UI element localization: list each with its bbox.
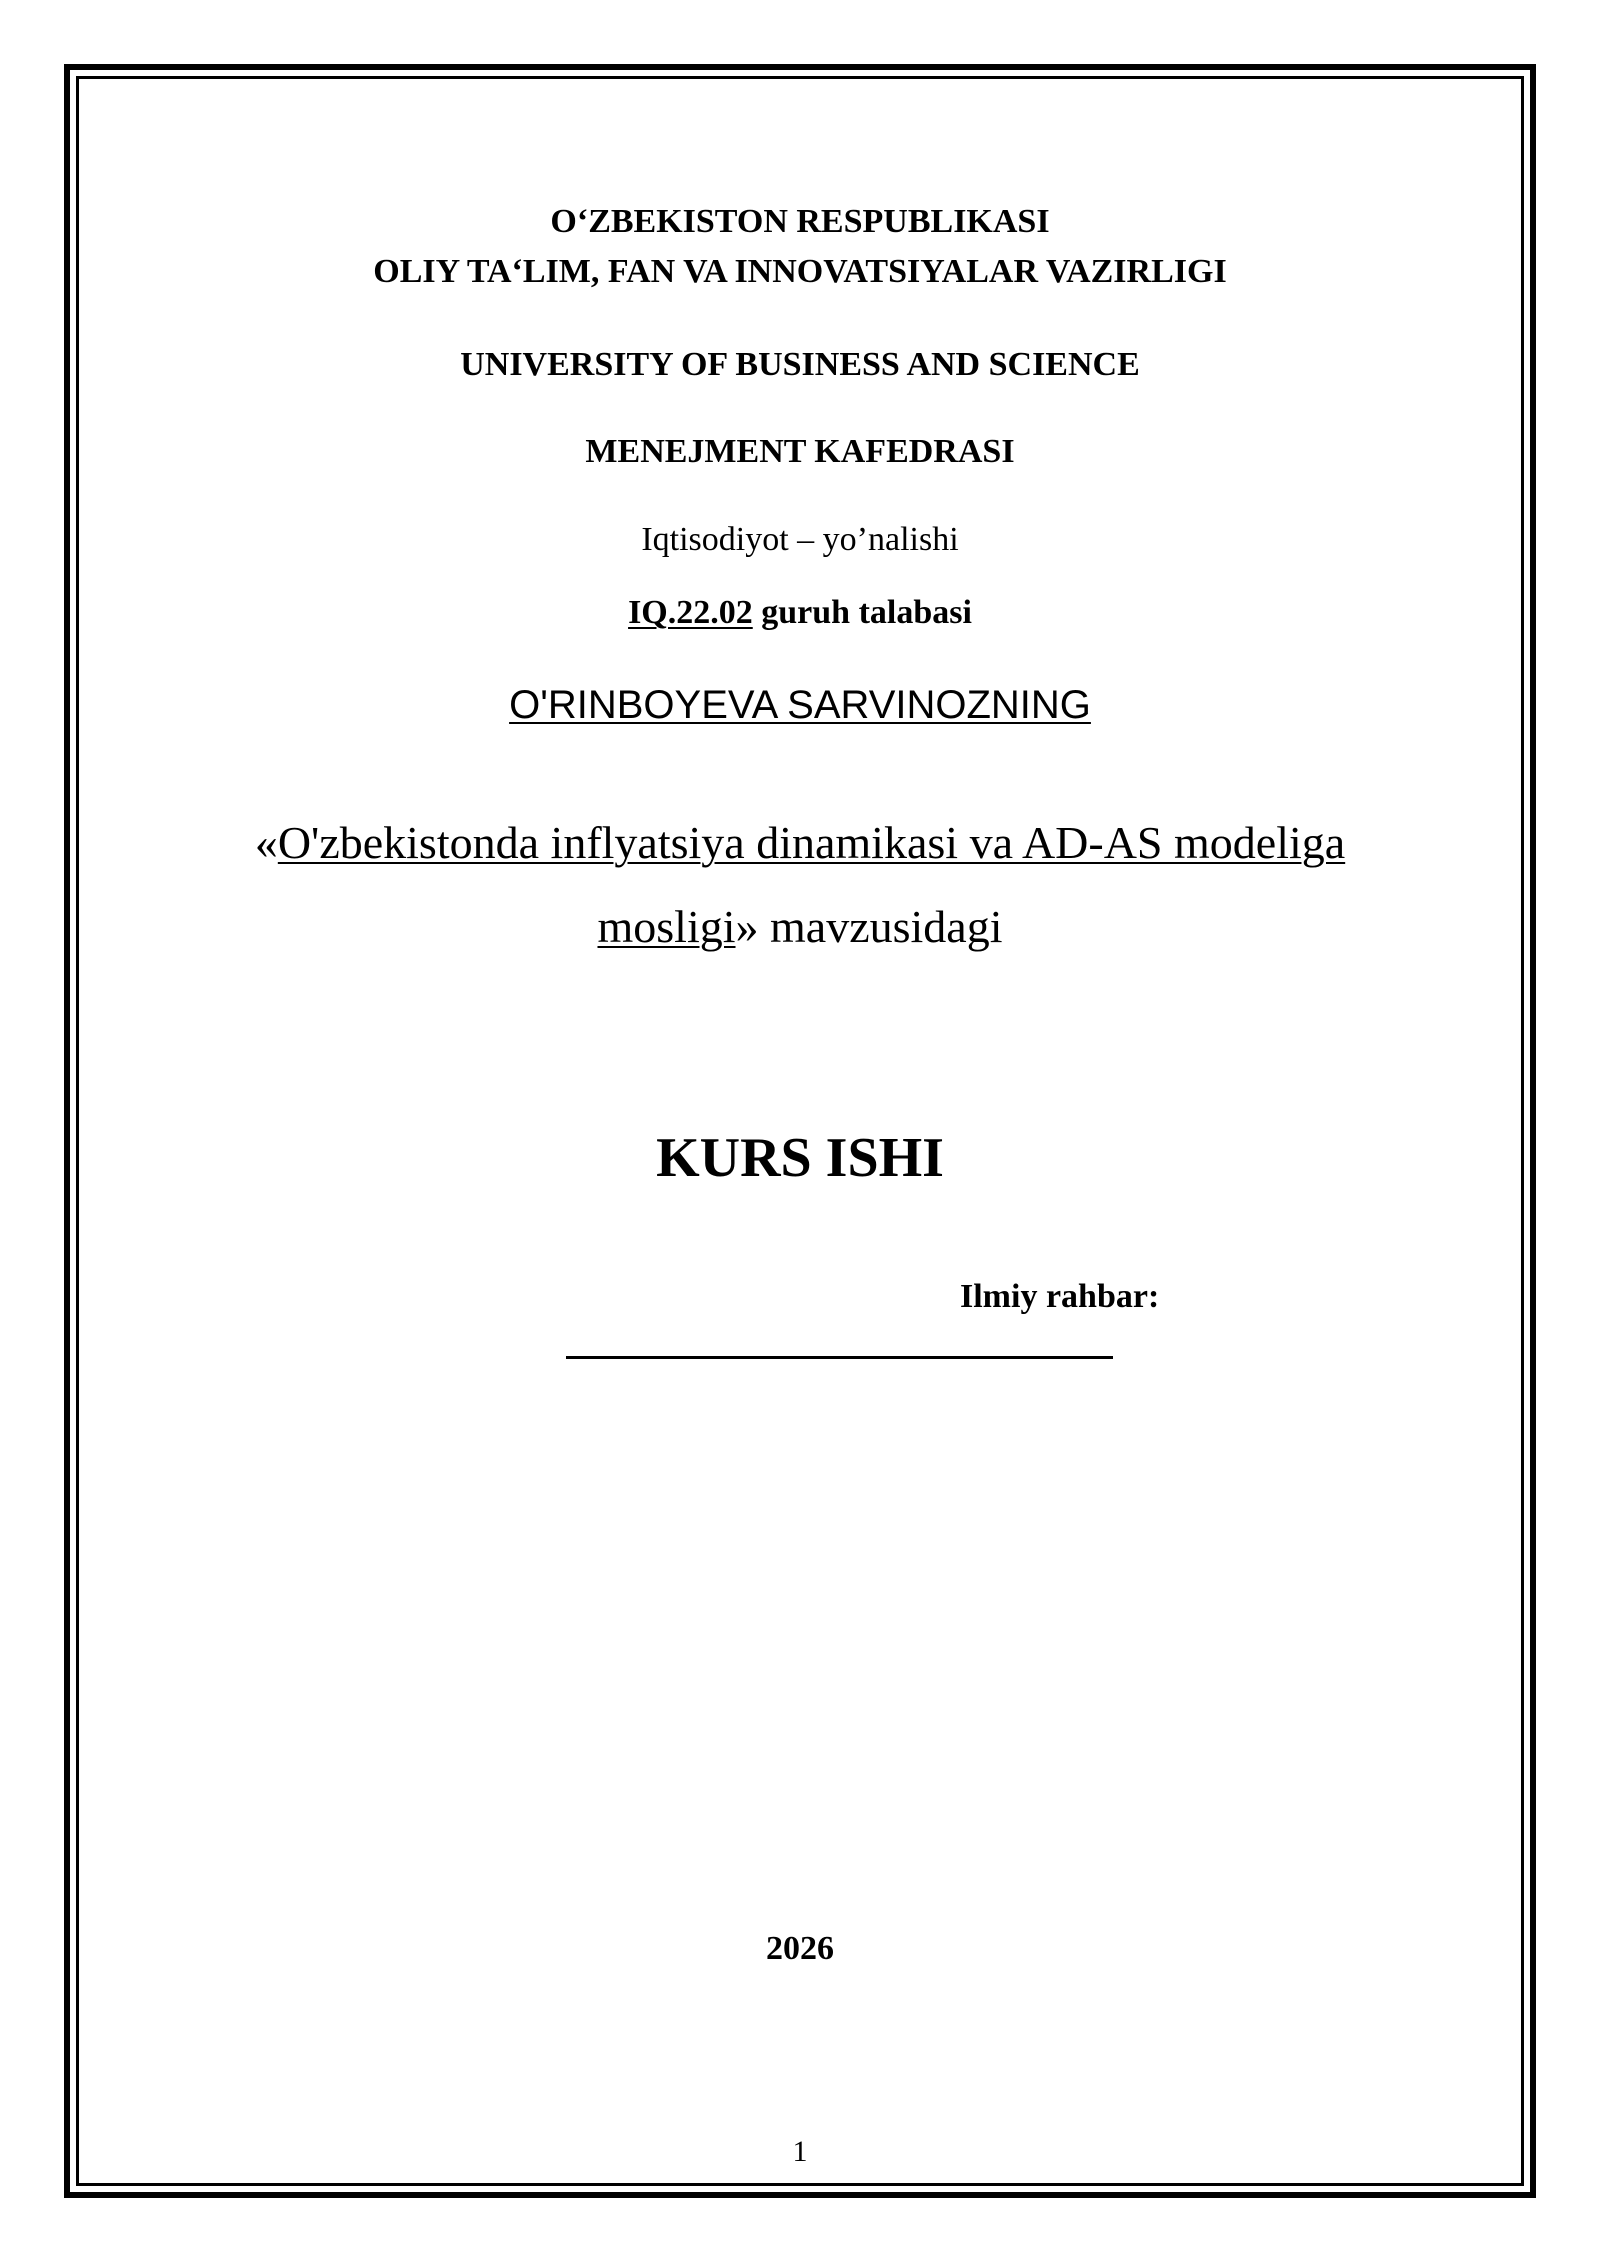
topic-title-part2: mosligi <box>597 901 736 952</box>
department-heading: MENEJMENT KAFEDRASI <box>585 433 1015 470</box>
page-number: 1 <box>792 2135 808 2168</box>
direction-text: Iqtisodiyot – yo’nalishi <box>641 521 959 558</box>
topic-line-1 <box>0 816 1600 869</box>
topic-line-2 <box>0 900 1600 953</box>
topic-title-part1: O'zbekistonda inflyatsiya dinamikasi va AD-AS modeliga <box>277 817 1346 868</box>
year: 2026 <box>766 1930 834 1967</box>
university-heading: UNIVERSITY OF BUSINESS AND SCIENCE <box>460 346 1140 383</box>
advisor-signature-line <box>566 1356 1113 1359</box>
topic-suffix: mavzusidagi <box>758 901 1003 952</box>
topic-close-quote: » <box>735 901 759 952</box>
student-name <box>0 683 1600 728</box>
ministry-heading: OLIY TA‘LIM, FAN VA INNOVATSIYALAR VAZIRLIGI <box>373 253 1227 290</box>
topic-open-quote: « <box>254 817 278 868</box>
group-code: IQ.22.02 <box>628 594 753 631</box>
work-type-title: KURS ISHI <box>656 1127 944 1189</box>
republic-heading: O‘ZBEKISTON RESPUBLIKASI <box>550 203 1050 240</box>
advisor-label: Ilmiy rahbar: <box>960 1278 1160 1315</box>
group-suffix: guruh talabasi <box>752 594 972 631</box>
student-name-text: O'RINBOYEVA SARVINOZNING <box>509 683 1091 727</box>
group-line <box>0 594 1600 632</box>
